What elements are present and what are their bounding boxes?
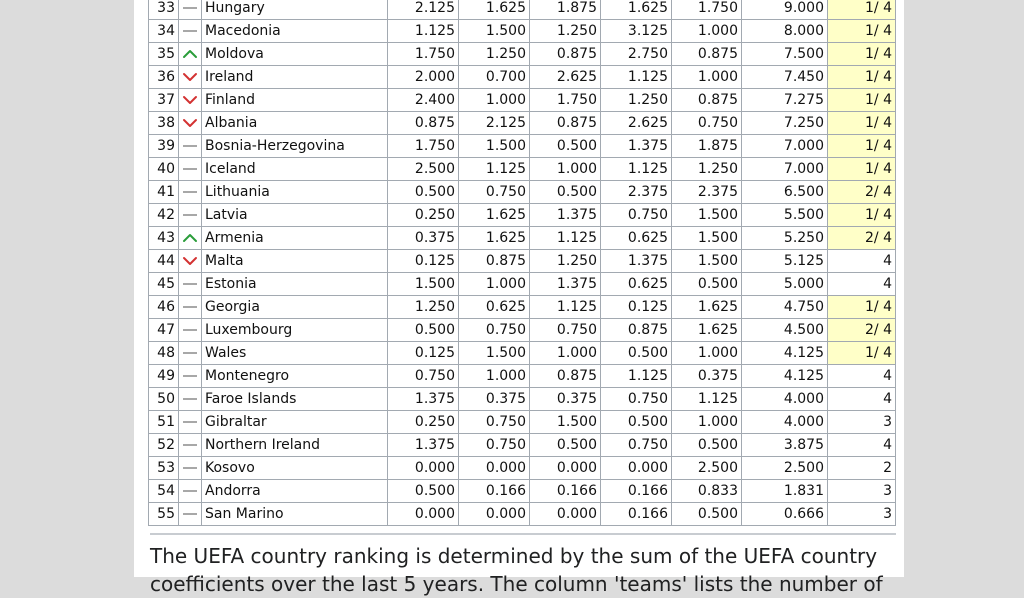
coefficient-year-2: 0.000 [459,503,530,526]
coefficient-year-5: 1.000 [672,66,742,89]
trend-cell [179,503,202,526]
rank-position: 42 [149,204,179,227]
coefficient-year-1: 1.375 [388,388,459,411]
unchanged-dash-icon [182,23,198,39]
teams-count: 1/ 4 [828,20,896,43]
total-coefficient: 6.500 [742,181,828,204]
unchanged-dash-icon [182,0,198,16]
coefficient-year-1: 0.500 [388,181,459,204]
unchanged-dash-icon [182,391,198,407]
table-row [149,89,896,112]
table-row [149,342,896,365]
table-row [149,434,896,457]
coefficient-year-1: 1.375 [388,434,459,457]
table-row [149,388,896,411]
country-name: Gibraltar [202,411,388,434]
coefficient-year-5: 2.375 [672,181,742,204]
unchanged-dash-icon [182,368,198,384]
coefficient-year-3: 2.625 [530,66,601,89]
trend-cell [179,296,202,319]
coefficient-year-4: 0.750 [601,388,672,411]
trend-cell [179,0,202,20]
trend-cell [179,480,202,503]
country-name: Northern Ireland [202,434,388,457]
rank-position: 50 [149,388,179,411]
coefficient-year-2: 1.000 [459,273,530,296]
table-row [149,20,896,43]
rank-position: 38 [149,112,179,135]
coefficient-year-5: 1.000 [672,20,742,43]
down-arrow-icon [182,115,198,131]
trend-cell [179,273,202,296]
country-name: Georgia [202,296,388,319]
rank-position: 45 [149,273,179,296]
coefficient-year-5: 0.875 [672,89,742,112]
teams-count: 2/ 4 [828,319,896,342]
coefficient-year-1: 2.000 [388,66,459,89]
coefficient-year-3: 0.875 [530,43,601,66]
country-name: Macedonia [202,20,388,43]
rank-position: 33 [149,0,179,20]
trend-cell [179,388,202,411]
coefficient-year-2: 0.000 [459,457,530,480]
coefficient-year-4: 2.375 [601,181,672,204]
rank-position: 46 [149,296,179,319]
coefficient-year-3: 1.500 [530,411,601,434]
coefficient-year-5: 0.375 [672,365,742,388]
rank-position: 36 [149,66,179,89]
trend-cell [179,66,202,89]
coefficient-year-5: 1.625 [672,319,742,342]
country-name: Malta [202,250,388,273]
coefficient-year-4: 0.166 [601,503,672,526]
coefficient-year-4: 0.625 [601,273,672,296]
coefficient-year-2: 0.750 [459,319,530,342]
coefficient-year-1: 1.125 [388,20,459,43]
coefficient-year-5: 1.125 [672,388,742,411]
country-name: Hungary [202,0,388,20]
country-name: Montenegro [202,365,388,388]
coefficient-year-5: 1.000 [672,342,742,365]
teams-count: 1/ 4 [828,204,896,227]
total-coefficient: 7.275 [742,89,828,112]
country-name: Armenia [202,227,388,250]
coefficient-year-5: 0.875 [672,43,742,66]
rank-position: 53 [149,457,179,480]
total-coefficient: 7.450 [742,66,828,89]
teams-count: 2/ 4 [828,181,896,204]
unchanged-dash-icon [182,345,198,361]
rank-position: 41 [149,181,179,204]
teams-count: 4 [828,365,896,388]
coefficient-year-5: 0.500 [672,503,742,526]
teams-count: 4 [828,273,896,296]
trend-cell [179,181,202,204]
country-name: Moldova [202,43,388,66]
trend-cell [179,135,202,158]
table-row [149,204,896,227]
rank-position: 54 [149,480,179,503]
coefficient-year-2: 0.750 [459,434,530,457]
coefficient-year-5: 0.833 [672,480,742,503]
unchanged-dash-icon [182,460,198,476]
table-row [149,411,896,434]
country-name: San Marino [202,503,388,526]
rank-position: 48 [149,342,179,365]
rank-position: 35 [149,43,179,66]
coefficient-year-1: 1.500 [388,273,459,296]
table-row [149,66,896,89]
coefficient-year-5: 0.500 [672,273,742,296]
rank-position: 47 [149,319,179,342]
coefficient-year-3: 0.000 [530,457,601,480]
total-coefficient: 4.125 [742,342,828,365]
table-row [149,227,896,250]
total-coefficient: 5.000 [742,273,828,296]
coefficient-year-2: 1.500 [459,342,530,365]
coefficient-year-3: 1.000 [530,158,601,181]
country-name: Luxembourg [202,319,388,342]
table-row [149,0,896,20]
country-name: Ireland [202,66,388,89]
coefficient-year-5: 1.500 [672,204,742,227]
coefficient-year-5: 2.500 [672,457,742,480]
coefficient-year-2: 0.700 [459,66,530,89]
country-name: Kosovo [202,457,388,480]
coefficient-year-2: 1.500 [459,20,530,43]
teams-count: 3 [828,411,896,434]
total-coefficient: 7.000 [742,135,828,158]
unchanged-dash-icon [182,483,198,499]
coefficient-year-1: 0.375 [388,227,459,250]
coefficient-year-5: 1.500 [672,227,742,250]
coefficient-year-4: 1.375 [601,250,672,273]
rank-position: 39 [149,135,179,158]
table-row [149,480,896,503]
coefficient-year-1: 0.875 [388,112,459,135]
unchanged-dash-icon [182,299,198,315]
coefficient-year-4: 2.750 [601,43,672,66]
rank-position: 55 [149,503,179,526]
trend-cell [179,342,202,365]
rank-position: 52 [149,434,179,457]
total-coefficient: 5.250 [742,227,828,250]
unchanged-dash-icon [182,184,198,200]
coefficient-year-1: 1.750 [388,135,459,158]
country-name: Estonia [202,273,388,296]
coefficient-year-2: 1.000 [459,365,530,388]
coefficient-year-3: 0.875 [530,112,601,135]
country-name: Finland [202,89,388,112]
coefficient-year-2: 0.750 [459,181,530,204]
coefficient-year-2: 0.750 [459,411,530,434]
table-row [149,457,896,480]
coefficient-year-1: 0.000 [388,457,459,480]
total-coefficient: 4.000 [742,388,828,411]
coefficient-year-1: 0.125 [388,250,459,273]
coefficient-year-4: 1.375 [601,135,672,158]
teams-count: 1/ 4 [828,43,896,66]
total-coefficient: 5.500 [742,204,828,227]
total-coefficient: 7.000 [742,158,828,181]
uefa-ranking-table [148,0,896,526]
total-coefficient: 4.125 [742,365,828,388]
trend-cell [179,158,202,181]
coefficient-year-3: 1.250 [530,20,601,43]
total-coefficient: 7.500 [742,43,828,66]
total-coefficient: 3.875 [742,434,828,457]
country-name: Lithuania [202,181,388,204]
ranking-table-body [149,0,896,526]
unchanged-dash-icon [182,414,198,430]
up-arrow-icon [182,230,198,246]
coefficient-year-2: 0.625 [459,296,530,319]
coefficient-year-3: 0.500 [530,434,601,457]
teams-count: 4 [828,250,896,273]
unchanged-dash-icon [182,506,198,522]
coefficient-year-2: 1.250 [459,43,530,66]
unchanged-dash-icon [182,276,198,292]
teams-count: 1/ 4 [828,66,896,89]
coefficient-year-2: 1.500 [459,135,530,158]
unchanged-dash-icon [182,322,198,338]
coefficient-year-4: 0.125 [601,296,672,319]
coefficient-year-4: 0.166 [601,480,672,503]
up-arrow-icon [182,46,198,62]
country-name: Wales [202,342,388,365]
coefficient-year-4: 2.625 [601,112,672,135]
down-arrow-icon [182,92,198,108]
trend-cell [179,457,202,480]
coefficient-year-3: 0.375 [530,388,601,411]
table-row [149,158,896,181]
total-coefficient: 1.831 [742,480,828,503]
trend-cell [179,319,202,342]
table-row [149,365,896,388]
rank-position: 43 [149,227,179,250]
rank-position: 44 [149,250,179,273]
country-name: Andorra [202,480,388,503]
trend-cell [179,365,202,388]
table-row [149,296,896,319]
coefficient-year-5: 1.750 [672,0,742,20]
coefficient-year-2: 2.125 [459,112,530,135]
coefficient-year-2: 1.125 [459,158,530,181]
table-row [149,503,896,526]
coefficient-year-3: 1.125 [530,296,601,319]
coefficient-year-4: 1.125 [601,158,672,181]
teams-count: 1/ 4 [828,0,896,20]
table-row [149,112,896,135]
country-name: Latvia [202,204,388,227]
trend-cell [179,20,202,43]
coefficient-year-2: 0.375 [459,388,530,411]
rank-position: 49 [149,365,179,388]
coefficient-year-2: 1.625 [459,0,530,20]
trend-cell [179,43,202,66]
coefficient-year-3: 1.000 [530,342,601,365]
teams-count: 1/ 4 [828,296,896,319]
coefficient-year-2: 1.625 [459,227,530,250]
table-row [149,135,896,158]
coefficient-year-3: 0.000 [530,503,601,526]
country-name: Bosnia-Herzegovina [202,135,388,158]
coefficient-year-1: 0.250 [388,411,459,434]
unchanged-dash-icon [182,437,198,453]
coefficient-year-3: 1.125 [530,227,601,250]
coefficient-year-4: 0.500 [601,342,672,365]
coefficient-year-3: 1.250 [530,250,601,273]
unchanged-dash-icon [182,138,198,154]
coefficient-year-2: 0.875 [459,250,530,273]
country-name: Iceland [202,158,388,181]
trend-cell [179,411,202,434]
coefficient-year-3: 0.500 [530,181,601,204]
coefficient-year-1: 1.750 [388,43,459,66]
coefficient-year-4: 1.250 [601,89,672,112]
coefficient-year-4: 0.000 [601,457,672,480]
total-coefficient: 2.500 [742,457,828,480]
teams-count: 3 [828,503,896,526]
coefficient-year-5: 1.250 [672,158,742,181]
teams-count: 4 [828,434,896,457]
coefficient-year-2: 0.166 [459,480,530,503]
trend-cell [179,89,202,112]
coefficient-year-4: 0.625 [601,227,672,250]
trend-cell [179,434,202,457]
teams-count: 1/ 4 [828,158,896,181]
teams-count: 2/ 4 [828,227,896,250]
coefficient-year-2: 1.000 [459,89,530,112]
coefficient-year-4: 1.125 [601,66,672,89]
coefficient-year-4: 1.125 [601,365,672,388]
teams-count: 1/ 4 [828,342,896,365]
coefficient-year-3: 0.875 [530,365,601,388]
coefficient-year-1: 0.000 [388,503,459,526]
coefficient-year-4: 0.875 [601,319,672,342]
total-coefficient: 8.000 [742,20,828,43]
coefficient-year-5: 1.000 [672,411,742,434]
down-arrow-icon [182,69,198,85]
teams-count: 1/ 4 [828,89,896,112]
coefficient-year-1: 0.750 [388,365,459,388]
total-coefficient: 4.750 [742,296,828,319]
table-row [149,181,896,204]
trend-cell [179,250,202,273]
unchanged-dash-icon [182,207,198,223]
total-coefficient: 4.500 [742,319,828,342]
country-name: Albania [202,112,388,135]
down-arrow-icon [182,253,198,269]
coefficient-year-3: 1.375 [530,204,601,227]
coefficient-year-5: 1.500 [672,250,742,273]
rank-position: 51 [149,411,179,434]
coefficient-year-1: 2.125 [388,0,459,20]
coefficient-year-5: 1.875 [672,135,742,158]
coefficient-year-1: 0.500 [388,319,459,342]
section-divider [150,533,896,535]
total-coefficient: 0.666 [742,503,828,526]
rank-position: 40 [149,158,179,181]
table-row [149,250,896,273]
trend-cell [179,204,202,227]
total-coefficient: 5.125 [742,250,828,273]
total-coefficient: 9.000 [742,0,828,20]
country-name: Faroe Islands [202,388,388,411]
trend-cell [179,112,202,135]
total-coefficient: 7.250 [742,112,828,135]
coefficient-year-2: 1.625 [459,204,530,227]
teams-count: 4 [828,388,896,411]
table-row [149,319,896,342]
coefficient-year-5: 0.500 [672,434,742,457]
rank-position: 37 [149,89,179,112]
coefficient-year-4: 0.750 [601,204,672,227]
coefficient-year-1: 0.500 [388,480,459,503]
coefficient-year-1: 1.250 [388,296,459,319]
teams-count: 1/ 4 [828,135,896,158]
rank-position: 34 [149,20,179,43]
coefficient-year-3: 0.166 [530,480,601,503]
unchanged-dash-icon [182,161,198,177]
coefficient-year-1: 0.125 [388,342,459,365]
coefficient-year-3: 0.750 [530,319,601,342]
coefficient-year-4: 0.500 [601,411,672,434]
coefficient-year-1: 2.500 [388,158,459,181]
teams-count: 1/ 4 [828,112,896,135]
coefficient-year-5: 1.625 [672,296,742,319]
coefficient-year-3: 0.500 [530,135,601,158]
table-row [149,43,896,66]
total-coefficient: 4.000 [742,411,828,434]
coefficient-year-1: 0.250 [388,204,459,227]
coefficient-year-1: 2.400 [388,89,459,112]
coefficient-year-4: 1.625 [601,0,672,20]
coefficient-year-3: 1.875 [530,0,601,20]
trend-cell [179,227,202,250]
table-row [149,273,896,296]
coefficient-year-4: 0.750 [601,434,672,457]
coefficient-year-5: 0.750 [672,112,742,135]
coefficient-year-3: 1.375 [530,273,601,296]
teams-count: 3 [828,480,896,503]
coefficient-year-4: 3.125 [601,20,672,43]
teams-count: 2 [828,457,896,480]
coefficient-year-3: 1.750 [530,89,601,112]
ranking-explanation-text: The UEFA country ranking is determined by the sum of the UEFA country coefficients over the last 5 years. The column 'teams' lists the number of [150,544,883,596]
